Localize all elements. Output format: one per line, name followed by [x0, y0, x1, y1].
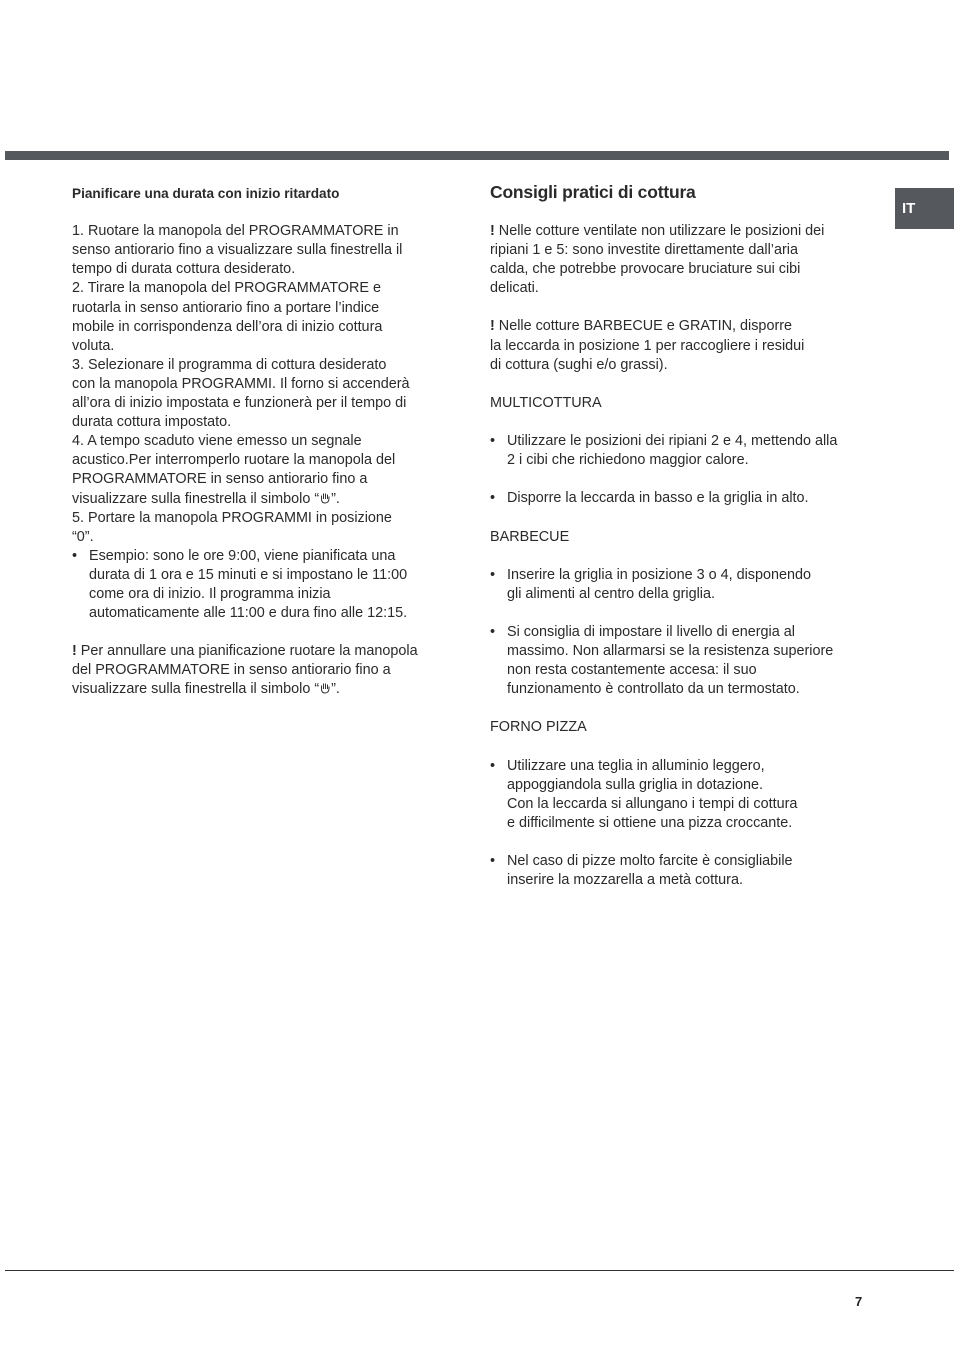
text-fragment: visualizzare sulla finestrella il simbolo “: [72, 490, 320, 507]
text-line: tempo di durata cottura desiderato.: [72, 261, 296, 278]
text-line: 1. Ruotare la manopola del PROGRAMMATORE in: [72, 223, 399, 240]
step-1: [72, 222, 444, 279]
bullet-icon: •: [72, 547, 78, 564]
text-line: del PROGRAMMATORE in senso antiorario fino a: [72, 662, 391, 679]
list-item: [490, 489, 864, 508]
list-item: [490, 432, 864, 470]
left-column: [72, 184, 444, 700]
step-5: [72, 509, 444, 547]
page-number: 7: [855, 1294, 863, 1309]
bullet-icon: •: [490, 757, 496, 774]
hand-icon: [319, 682, 331, 694]
footer-rule: [5, 1270, 954, 1271]
header-bar: [5, 151, 949, 160]
section-heading-delayed-start: Pianificare una durata con inizio ritardato: [72, 186, 340, 201]
text-line: durata di 1 ora e 15 minuti e si impostano le 11:00: [89, 566, 408, 583]
text-fragment: visualizzare sulla finestrella il simbolo “: [72, 681, 320, 698]
warning-note-1: [490, 222, 864, 298]
text-fragment: ”.: [331, 681, 340, 698]
step-2: [72, 279, 444, 355]
text-line: [72, 490, 444, 509]
text-line: 5. Portare la manopola PROGRAMMI in posizione: [72, 509, 392, 526]
bullet-icon: •: [490, 566, 496, 583]
bullet-icon: •: [490, 490, 496, 507]
step-3: [72, 356, 444, 432]
barbecue-label: BARBECUE: [490, 528, 570, 545]
text-line: mobile in corrispondenza dell’ora di inizio cottura: [72, 318, 383, 335]
text-fragment: Nelle cotture BARBECUE e GRATIN, disporre: [494, 318, 793, 335]
list-item: [490, 757, 864, 833]
cancel-note: [72, 642, 444, 699]
text-line: appoggiandola sulla griglia in dotazione.: [507, 776, 764, 793]
text-line: 3. Selezionare il programma di cottura desiderato: [72, 356, 387, 373]
text-line: all’ora di inizio impostata e funzionerà per il tempo di: [72, 395, 407, 412]
text-line: e difficilmente si ottiene una pizza croccante.: [507, 814, 793, 831]
text-line: 2. Tirare la manopola del PROGRAMMATORE e: [72, 280, 381, 297]
text-line: come ora di inizio. Il programma inizia: [89, 585, 331, 602]
text-line: funzionamento è controllato da un termostato.: [507, 681, 800, 698]
right-column: [490, 183, 864, 890]
text-line: delicati.: [490, 280, 539, 297]
text-line: con la manopola PROGRAMMI. Il forno si accenderà: [72, 375, 410, 392]
list-item: [490, 566, 864, 604]
text-line: non resta costantemente accesa: il suo: [507, 662, 757, 679]
text-line: senso antiorario fino a visualizzare sulla finestrella il: [72, 242, 403, 259]
text-line: Utilizzare una teglia in alluminio leggero,: [507, 757, 765, 774]
text-line: gli alimenti al centro della griglia.: [507, 585, 715, 602]
text-fragment: Per annullare una pianificazione ruotare la manopola: [76, 643, 418, 660]
text-line: acustico.Per interromperlo ruotare la manopola del: [72, 452, 396, 469]
bullet-icon: •: [490, 433, 496, 450]
text-line: di cottura (sughi e/o grassi).: [490, 356, 668, 373]
forno-pizza-label: FORNO PIZZA: [490, 719, 587, 736]
bullet-icon: •: [490, 853, 496, 870]
text-line: la leccarda in posizione 1 per raccogliere i residui: [490, 337, 805, 354]
text-line: ripiani 1 e 5: sono investite direttamente dall’aria: [490, 242, 798, 259]
text-line: [490, 317, 864, 336]
warning-mark: !: [490, 223, 495, 239]
warning-note-2: [490, 317, 864, 374]
text-line: ruotarla in senso antiorario fino a portare l’indice: [72, 299, 380, 316]
text-line: [72, 680, 444, 699]
example-bullet: [72, 547, 444, 623]
text-line: massimo. Non allarmarsi se la resistenza superiore: [507, 643, 834, 660]
text-line: PROGRAMMATORE in senso antiorario fino a: [72, 471, 368, 488]
text-line: calda, che potrebbe provocare bruciature sui cibi: [490, 261, 801, 278]
multicottura-label: MULTICOTTURA: [490, 394, 602, 411]
text-line: [490, 222, 864, 241]
text-line: Utilizzare le posizioni dei ripiani 2 e 4, mettendo alla: [507, 433, 838, 450]
text-line: Nel caso di pizze molto farcite è consigliabile: [507, 853, 793, 870]
text-fragment: ”.: [331, 490, 340, 507]
step-4: [72, 432, 444, 508]
text-line: 2 i cibi che richiedono maggior calore.: [507, 452, 749, 469]
text-line: inserire la mozzarella a metà cottura.: [507, 872, 743, 889]
text-fragment: Nelle cotture ventilate non utilizzare le posizioni dei: [494, 223, 825, 239]
text-line: automaticamente alle 11:00 e dura fino alle 12:15.: [89, 605, 408, 622]
text-line: Con la leccarda si allungano i tempi di cottura: [507, 795, 798, 812]
text-line: Inserire la griglia in posizione 3 o 4, disponendo: [507, 566, 811, 583]
language-tab: IT: [895, 188, 954, 229]
text-line: Disporre la leccarda in basso e la griglia in alto.: [507, 490, 809, 507]
warning-mark: !: [490, 318, 495, 335]
warning-mark: !: [72, 643, 77, 660]
text-line: voluta.: [72, 337, 115, 354]
text-line: durata cottura impostato.: [72, 414, 232, 431]
list-item: [490, 623, 864, 699]
bullet-icon: •: [490, 623, 496, 640]
text-line: Esempio: sono le ore 9:00, viene pianificata una: [89, 547, 396, 564]
list-item: [490, 852, 864, 890]
hand-icon: [319, 492, 331, 504]
text-line: “0”.: [72, 528, 94, 545]
text-line: Si consiglia di impostare il livello di energia al: [507, 623, 795, 640]
section-title-cooking-tips: Consigli pratici di cottura: [490, 182, 696, 202]
text-line: 4. A tempo scaduto viene emesso un segnale: [72, 433, 362, 450]
text-line: [72, 642, 444, 661]
